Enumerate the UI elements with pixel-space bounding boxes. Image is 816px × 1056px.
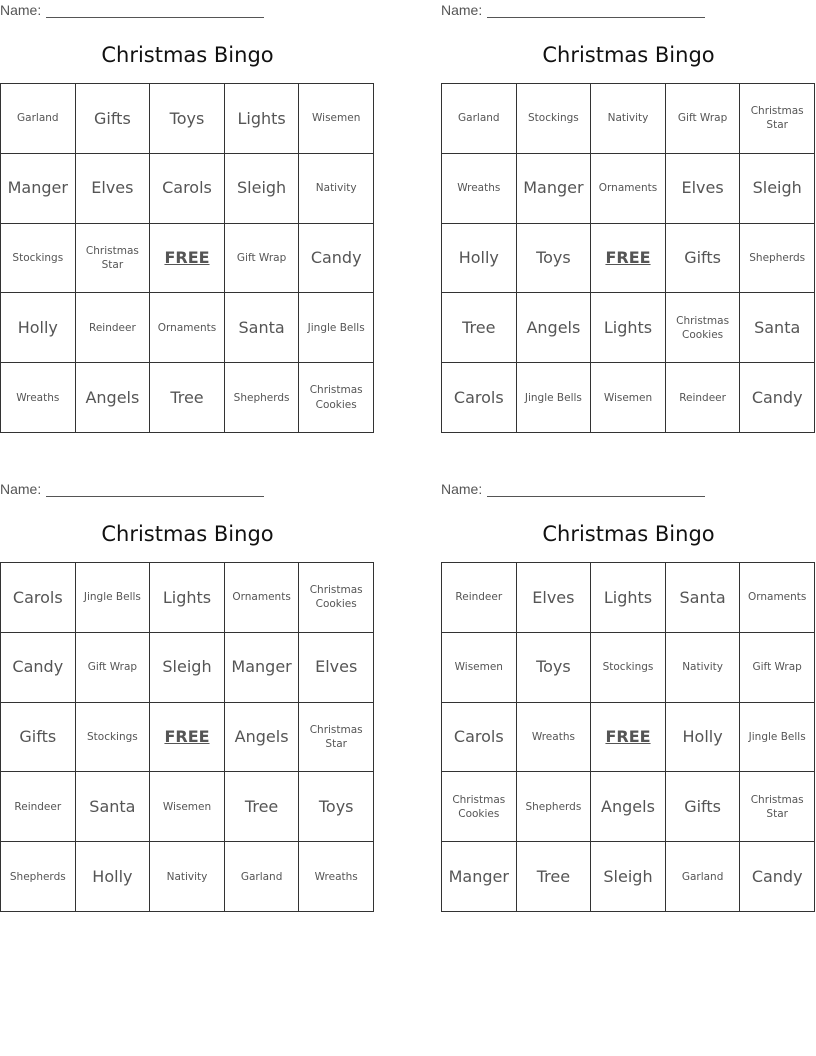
bingo-grid [0,562,374,912]
bingo-cell[interactable]: Ornaments [150,293,225,363]
bingo-cell[interactable]: Tree [517,842,592,912]
bingo-cell[interactable]: Christmas Star [740,84,815,154]
bingo-cell[interactable]: Christmas Star [76,224,151,294]
bingo-cell[interactable]: Toys [150,84,225,154]
bingo-cell[interactable]: Reindeer [442,563,517,633]
bingo-cell[interactable]: Wisemen [299,84,374,154]
bingo-cell[interactable]: Jingle Bells [76,563,151,633]
bingo-cell[interactable]: Sleigh [740,154,815,224]
bingo-cell[interactable]: Tree [225,772,300,842]
free-space-cell[interactable]: FREE [591,224,666,294]
bingo-cell[interactable]: Wisemen [150,772,225,842]
bingo-cell[interactable]: Christmas Star [740,772,815,842]
bingo-cell[interactable]: Lights [591,293,666,363]
bingo-cell[interactable]: Lights [225,84,300,154]
bingo-cell[interactable]: Christmas Cookies [442,772,517,842]
bingo-cell[interactable]: Toys [517,633,592,703]
bingo-cell[interactable]: Sleigh [225,154,300,224]
card-title: Christmas Bingo [542,43,715,67]
name-label: Name: [0,481,42,497]
bingo-cell[interactable]: Elves [666,154,741,224]
bingo-cell[interactable]: Wreaths [442,154,517,224]
bingo-cell[interactable]: Wreaths [517,703,592,773]
card-title: Christmas Bingo [101,522,274,546]
bingo-cell[interactable]: Holly [76,842,151,912]
bingo-cell[interactable]: Wreaths [1,363,76,433]
bingo-cell[interactable]: Christmas Star [299,703,374,773]
bingo-cell[interactable]: Ornaments [225,563,300,633]
bingo-cell[interactable]: Manger [442,842,517,912]
bingo-cell[interactable]: Stockings [1,224,76,294]
bingo-cell[interactable]: Angels [76,363,151,433]
bingo-cell[interactable]: Wisemen [591,363,666,433]
bingo-cell[interactable]: Manger [1,154,76,224]
bingo-grid [0,83,374,433]
name-underline [46,496,264,497]
name-label: Name: [441,2,483,18]
bingo-cell[interactable]: Garland [666,842,741,912]
bingo-cell[interactable]: Tree [150,363,225,433]
bingo-cell[interactable]: Gifts [666,772,741,842]
bingo-cell[interactable]: Nativity [666,633,741,703]
name-underline [487,496,705,497]
bingo-cell[interactable]: Wisemen [442,633,517,703]
bingo-cell[interactable]: Ornaments [740,563,815,633]
bingo-cell[interactable]: Toys [517,224,592,294]
bingo-cell[interactable]: Candy [1,633,76,703]
bingo-cell[interactable]: Shepherds [1,842,76,912]
bingo-cell[interactable]: Tree [442,293,517,363]
bingo-cell[interactable]: Gift Wrap [740,633,815,703]
free-space-cell[interactable]: FREE [150,703,225,773]
bingo-cell[interactable]: Shepherds [225,363,300,433]
bingo-cell[interactable]: Santa [666,563,741,633]
bingo-cell[interactable]: Carols [1,563,76,633]
bingo-cell[interactable]: Reindeer [1,772,76,842]
bingo-cell[interactable]: Angels [591,772,666,842]
bingo-cell[interactable]: Elves [517,563,592,633]
bingo-cell[interactable]: Garland [225,842,300,912]
bingo-cell[interactable]: Toys [299,772,374,842]
bingo-cell[interactable]: Stockings [591,633,666,703]
bingo-cell[interactable]: Garland [442,84,517,154]
bingo-cell[interactable]: Nativity [299,154,374,224]
bingo-cell[interactable]: Stockings [517,84,592,154]
card-title: Christmas Bingo [101,43,274,67]
bingo-cell[interactable]: Christmas Cookies [666,293,741,363]
bingo-cell[interactable]: Shepherds [740,224,815,294]
name-label: Name: [0,2,42,18]
name-underline [46,17,264,18]
bingo-cell[interactable]: Sleigh [591,842,666,912]
bingo-cell[interactable]: Sleigh [150,633,225,703]
bingo-cell[interactable]: Santa [76,772,151,842]
bingo-cell[interactable]: Christmas Cookies [299,563,374,633]
bingo-cell[interactable]: Christmas Cookies [299,363,374,433]
bingo-cell[interactable]: Stockings [76,703,151,773]
bingo-cell[interactable]: Reindeer [76,293,151,363]
bingo-cell[interactable]: Wreaths [299,842,374,912]
name-underline [487,17,705,18]
bingo-cell[interactable]: Manger [517,154,592,224]
name-field[interactable] [441,2,705,20]
bingo-cell[interactable]: Gifts [76,84,151,154]
card-title: Christmas Bingo [542,522,715,546]
bingo-cell[interactable]: Lights [150,563,225,633]
bingo-cell[interactable]: Jingle Bells [517,363,592,433]
bingo-grid [441,83,815,433]
bingo-cell[interactable]: Carols [442,363,517,433]
bingo-cell[interactable]: Ornaments [591,154,666,224]
free-space-cell[interactable]: FREE [591,703,666,773]
bingo-cell[interactable]: Shepherds [517,772,592,842]
bingo-cell[interactable]: Gifts [666,224,741,294]
bingo-cell[interactable]: Santa [225,293,300,363]
bingo-cell[interactable]: Carols [442,703,517,773]
name-label: Name: [441,481,483,497]
bingo-cell[interactable]: Gift Wrap [76,633,151,703]
bingo-cell[interactable]: Garland [1,84,76,154]
bingo-grid [441,562,815,912]
bingo-cell[interactable]: Jingle Bells [740,703,815,773]
bingo-cell[interactable]: Holly [442,224,517,294]
bingo-cell[interactable]: Santa [740,293,815,363]
free-space-cell[interactable]: FREE [150,224,225,294]
bingo-cell[interactable]: Reindeer [666,363,741,433]
bingo-cell[interactable]: Candy [740,363,815,433]
bingo-cell[interactable]: Candy [299,224,374,294]
bingo-cell[interactable]: Carols [150,154,225,224]
bingo-cell[interactable]: Nativity [150,842,225,912]
bingo-cell[interactable]: Gift Wrap [666,84,741,154]
bingo-cell[interactable]: Holly [666,703,741,773]
bingo-cell[interactable]: Jingle Bells [299,293,374,363]
bingo-cell[interactable]: Elves [299,633,374,703]
bingo-cell[interactable]: Gifts [1,703,76,773]
name-field[interactable] [0,481,264,499]
bingo-cell[interactable]: Candy [740,842,815,912]
bingo-cell[interactable]: Nativity [591,84,666,154]
bingo-cell[interactable]: Angels [225,703,300,773]
bingo-cell[interactable]: Gift Wrap [225,224,300,294]
name-field[interactable] [0,2,264,20]
bingo-cell[interactable]: Lights [591,563,666,633]
name-field[interactable] [441,481,705,499]
bingo-cell[interactable]: Angels [517,293,592,363]
bingo-cell[interactable]: Elves [76,154,151,224]
bingo-cell[interactable]: Manger [225,633,300,703]
bingo-cell[interactable]: Holly [1,293,76,363]
